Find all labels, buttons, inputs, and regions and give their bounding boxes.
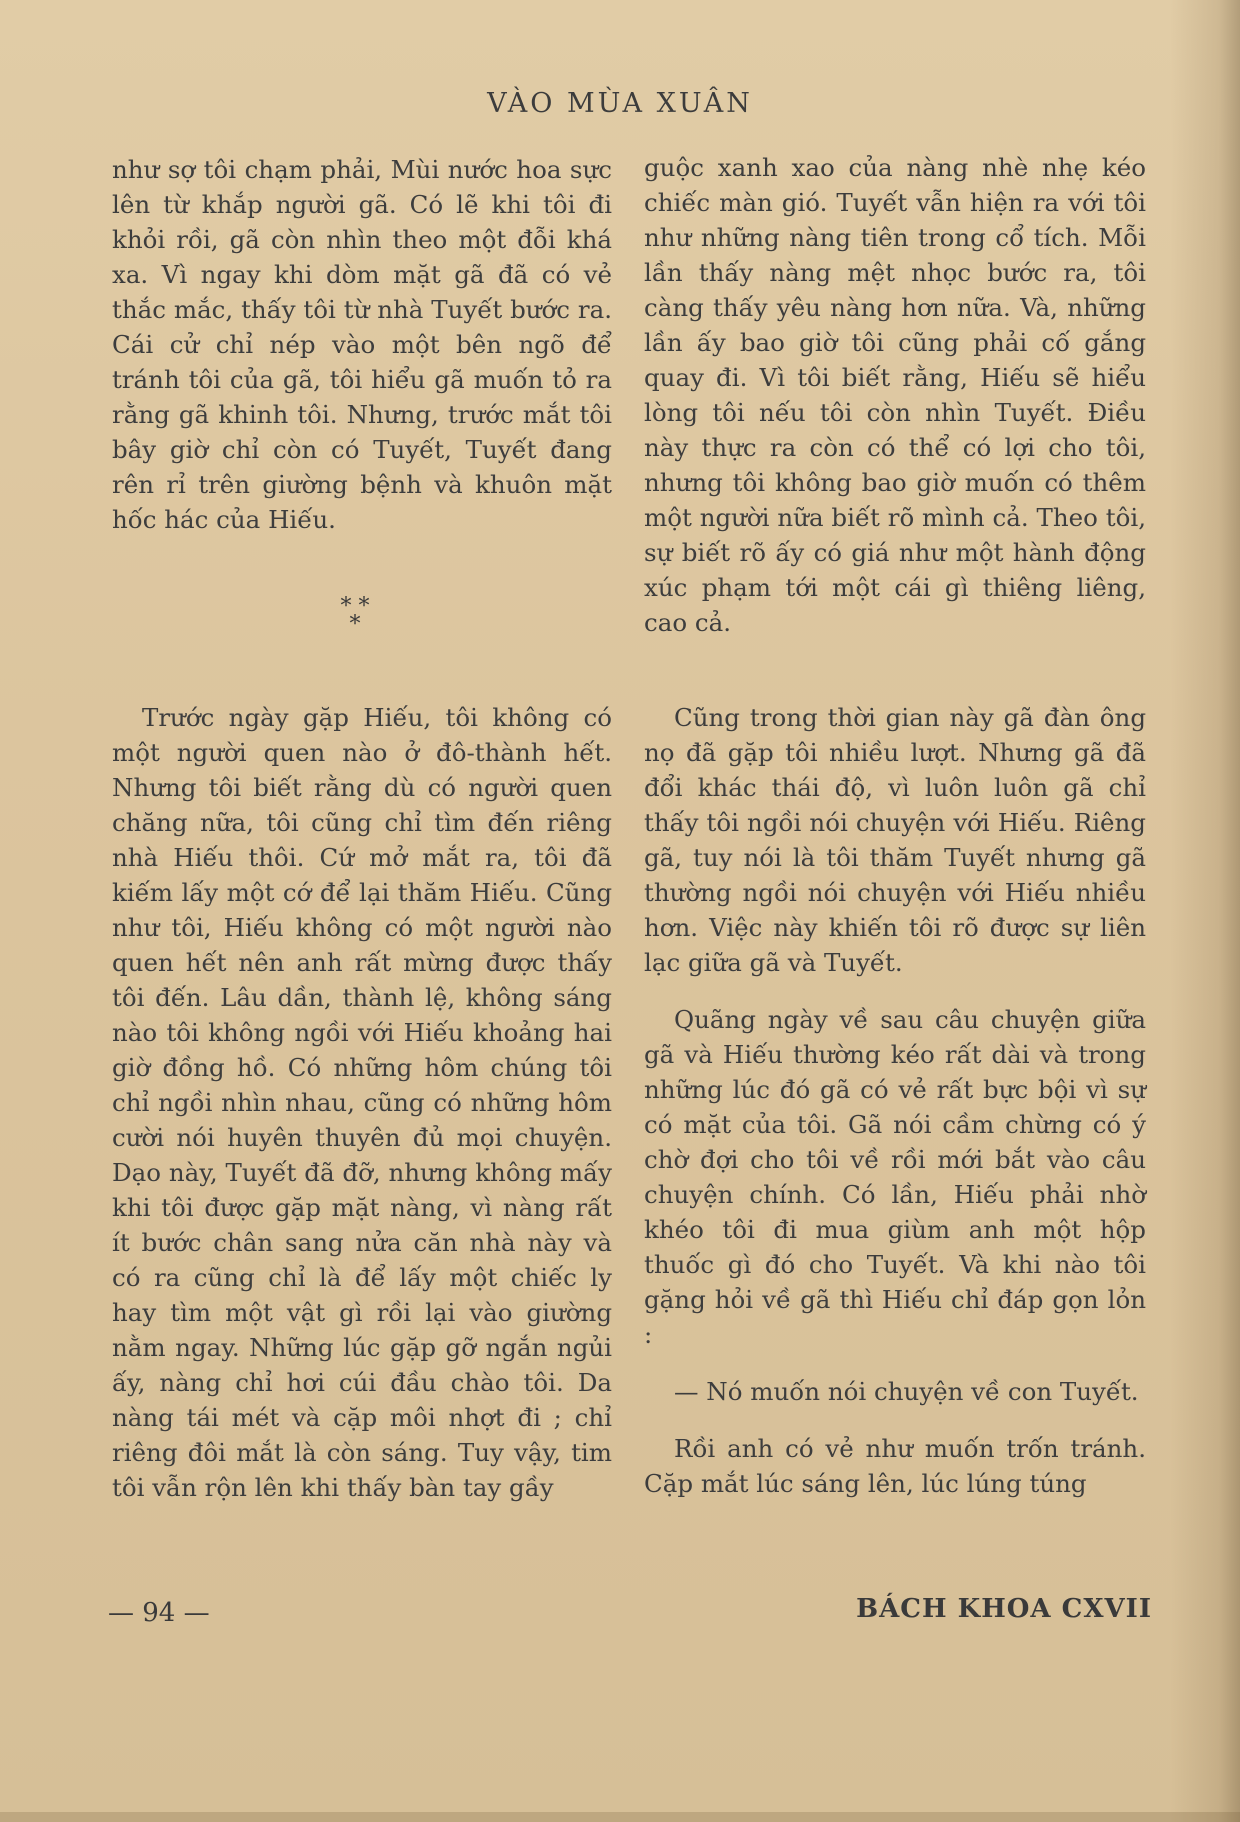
paragraph: Cũng trong thời gian này gã đàn ông nọ đã gặp tôi nhiều lượt. Nhưng gã đã đổi khác thái độ, vì luôn luôn gã chỉ thấy tôi ngồi nói chuyện với Hiếu. Riêng gã, tuy nói là tôi thăm Tuyết nhưng gã thường ngồi nói chuyện với Hiếu nhiều hơn. Việc này khiến tôi rõ được sự liên lạc giữa gã và Tuyết. [644,703,1146,977]
running-head: VÀO MÙA XUÂN [487,88,753,119]
paragraph: Trước ngày gặp Hiếu, tôi không có một người quen nào ở đô-thành hết. Nhưng tôi biết rằng dù có người quen chăng nữa, tôi cũng chỉ tìm đến riêng nhà Hiếu thôi. Cứ mở mắt ra, tôi đã kiếm lấy một cớ để lại thăm Hiếu. Cũng như tôi, Hiếu không có một người nào quen hết nên anh rất mừng được thấy tôi đến. Lâu dần, thành lệ, không sáng nào tôi không ngồi với Hiếu khoảng hai giờ đồng hồ. Có những hôm chúng tôi chỉ ngồi nhìn nhau, cũng có những hôm cười nói huyên thuyên đủ mọi chuyện. Dạo này, Tuyết đã đỡ, nhưng không mấy khi tôi được gặp mặt nàng, vì nàng rất ít bước chân sang nửa căn nhà này và có ra cũng chỉ là để lấy một chiếc ly hay tìm một vật gì rồi lại vào giường nằm ngay. Những lúc gặp gỡ ngắn ngủi ấy, nàng chỉ hơi cúi đầu chào tôi. Da nàng tái mét và cặp môi nhợt đi ; chỉ riêng đôi mắt là còn sáng. Tuy vậy, tim tôi vẫn rộn lên khi thấy bàn tay gầy [112,703,612,1502]
paragraph: guộc xanh xao của nàng nhè nhẹ kéo chiếc màn gió. Tuyết vẫn hiện ra với tôi như những nàng tiên trong cổ tích. Mỗi lần thấy nàng mệt nhọc bước ra, tôi càng thấy yêu nàng hơn nữa. Và, những lần ấy bao giờ tôi cũng phải cố gắng quay đi. Vì tôi biết rằng, Hiếu sẽ hiểu lòng tôi nếu tôi còn nhìn Tuyết. Điều này thực ra còn có thể có lợi cho tôi, nhưng tôi không bao giờ muốn có thêm một người nữa biết rõ mình cả. Theo tôi, sự biết rõ ấy có giá như một hành động xúc phạm tới một cái gì thiêng liêng, cao cả. [644,153,1146,637]
dialogue-line: — Nó muốn nói chuyện về con Tuyết. [674,1377,1139,1406]
right-column-top [644,150,1146,640]
journal-title: BÁCH KHOA CXVII [856,1594,1152,1624]
left-column-top [112,152,612,537]
paragraph: như sợ tôi chạm phải, Mùi nước hoa sực lên từ khắp người gã. Có lẽ khi tôi đi khỏi rồi, gã còn nhìn theo một đỗi khá xa. Vì ngay khi dòm mặt gã đã có vẻ thắc mắc, thấy tôi từ nhà Tuyết bước ra. Cái cử chỉ nép vào một bên ngõ để tránh tôi của gã, tôi hiểu gã muốn tỏ ra rằng gã khinh tôi. Nhưng, trước mắt tôi bây giờ chỉ còn có Tuyết, Tuyết đang rên rỉ trên giường bệnh và khuôn mặt hốc hác của Hiếu. [112,155,612,534]
asterism-top: * * [340,594,370,619]
left-column-bottom [112,700,612,1505]
page-bottom-edge [0,1812,1240,1822]
section-asterism [325,594,385,637]
paragraph: Quãng ngày về sau câu chuyện giữa gã và Hiếu thường kéo rất dài và trong những lúc đó gã có vẻ rất bực bội vì sự có mặt của tôi. Gã nói cầm chừng có ý chờ đợi cho tôi về rồi mới bắt vào câu chuyện chính. Có lần, Hiếu phải nhờ khéo tôi đi mua giùm anh một hộp thuốc gì đó cho Tuyết. Và khi nào tôi gặng hỏi về gã thì Hiếu chỉ đáp gọn lỏn : [644,1005,1146,1349]
page-edge-shadow [1170,0,1240,1822]
paragraph: Rồi anh có vẻ như muốn trốn tránh. Cặp mắt lúc sáng lên, lúc lúng túng [644,1434,1146,1498]
asterism-bottom: * [349,612,361,637]
right-column-bottom [644,700,1146,1501]
page-number: — 94 — [108,1598,210,1628]
